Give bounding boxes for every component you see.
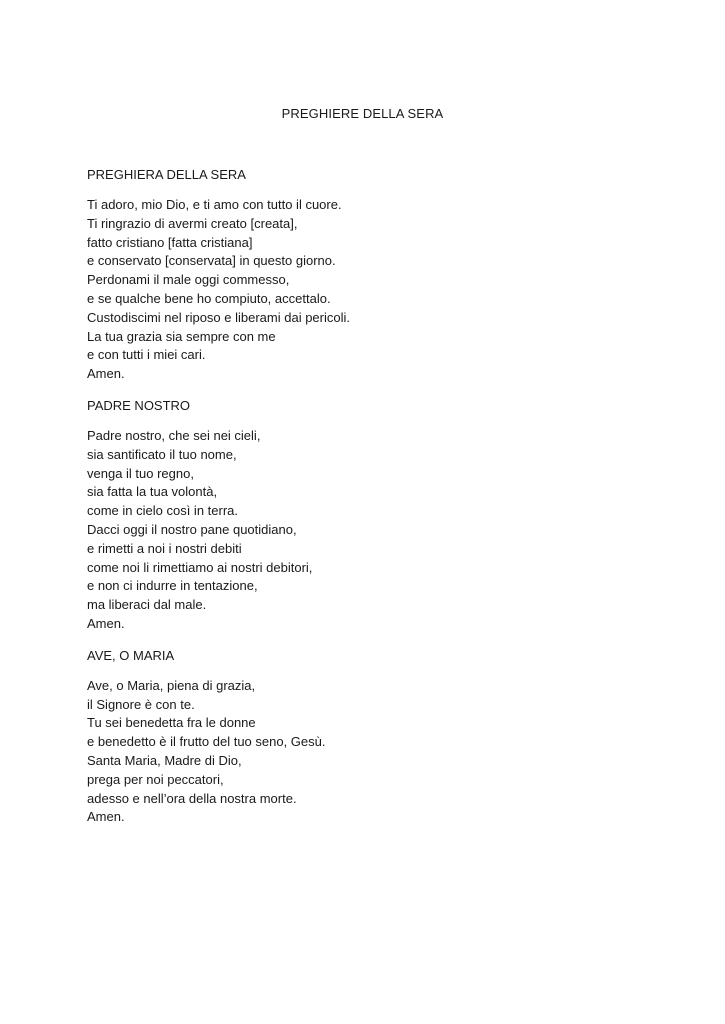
- prayer-line: fatto cristiano [fatta cristiana]: [87, 234, 253, 250]
- prayer-line: venga il tuo regno,: [87, 465, 194, 481]
- prayer-line: adesso e nell’ora della nostra morte.: [87, 790, 297, 806]
- document-body: [87, 165, 647, 839]
- prayer-line: come noi li rimettiamo ai nostri debitori,: [87, 559, 313, 575]
- prayer-line: e conservato [conservata] in questo giorno.: [87, 253, 336, 269]
- prayer-text: [87, 196, 647, 384]
- prayer-line: il Signore è con te.: [87, 696, 195, 712]
- prayer-section-our-father: [87, 396, 647, 634]
- prayer-line: e benedetto è il frutto del tuo seno, Gesù.: [87, 734, 326, 750]
- prayer-line: e con tutti i miei cari.: [87, 347, 206, 363]
- prayer-text: [87, 677, 647, 827]
- section-heading: PREGHIERA DELLA SERA: [87, 167, 246, 182]
- prayer-line: sia santificato il tuo nome,: [87, 446, 237, 462]
- prayer-section-hail-mary: [87, 646, 647, 827]
- prayer-section-evening: [87, 165, 647, 384]
- prayer-line: Ave, o Maria, piena di grazia,: [87, 677, 256, 693]
- prayer-line: e se qualche bene ho compiuto, accettalo.: [87, 290, 331, 306]
- prayer-line: e non ci indurre in tentazione,: [87, 578, 258, 594]
- section-heading: PADRE NOSTRO: [87, 397, 191, 413]
- prayer-line: Perdonami il male oggi commesso,: [87, 272, 290, 288]
- section-heading: AVE, O MARIA: [87, 647, 175, 663]
- prayer-line: e rimetti a noi i nostri debiti: [87, 540, 242, 556]
- prayer-line: Custodiscimi nel riposo e liberami dai pericoli.: [87, 309, 350, 325]
- prayer-line: Padre nostro, che sei nei cieli,: [87, 427, 261, 443]
- prayer-line: Ti ringrazio di avermi creato [creata],: [87, 215, 298, 231]
- prayer-line: sia fatta la tua volontà,: [87, 484, 218, 500]
- prayer-line: ma liberaci dal male.: [87, 597, 207, 613]
- prayer-line: Ti adoro, mio Dio, e ti amo con tutto il cuore.: [87, 197, 342, 212]
- prayer-line: Amen.: [87, 615, 125, 631]
- prayer-line: prega per noi peccatori,: [87, 771, 224, 787]
- prayer-line: Amen.: [87, 809, 125, 825]
- prayer-line: Tu sei benedetta fra le donne: [87, 715, 256, 731]
- prayer-line: Amen.: [87, 366, 125, 382]
- prayer-line: Dacci oggi il nostro pane quotidiano,: [87, 521, 297, 537]
- prayer-line: Santa Maria, Madre di Dio,: [87, 752, 242, 768]
- document-title: PREGHIERE DELLA SERA: [281, 106, 444, 121]
- prayer-text: [87, 427, 647, 634]
- prayer-line: La tua grazia sia sempre con me: [87, 328, 276, 344]
- prayer-line: come in cielo così in terra.: [87, 503, 239, 519]
